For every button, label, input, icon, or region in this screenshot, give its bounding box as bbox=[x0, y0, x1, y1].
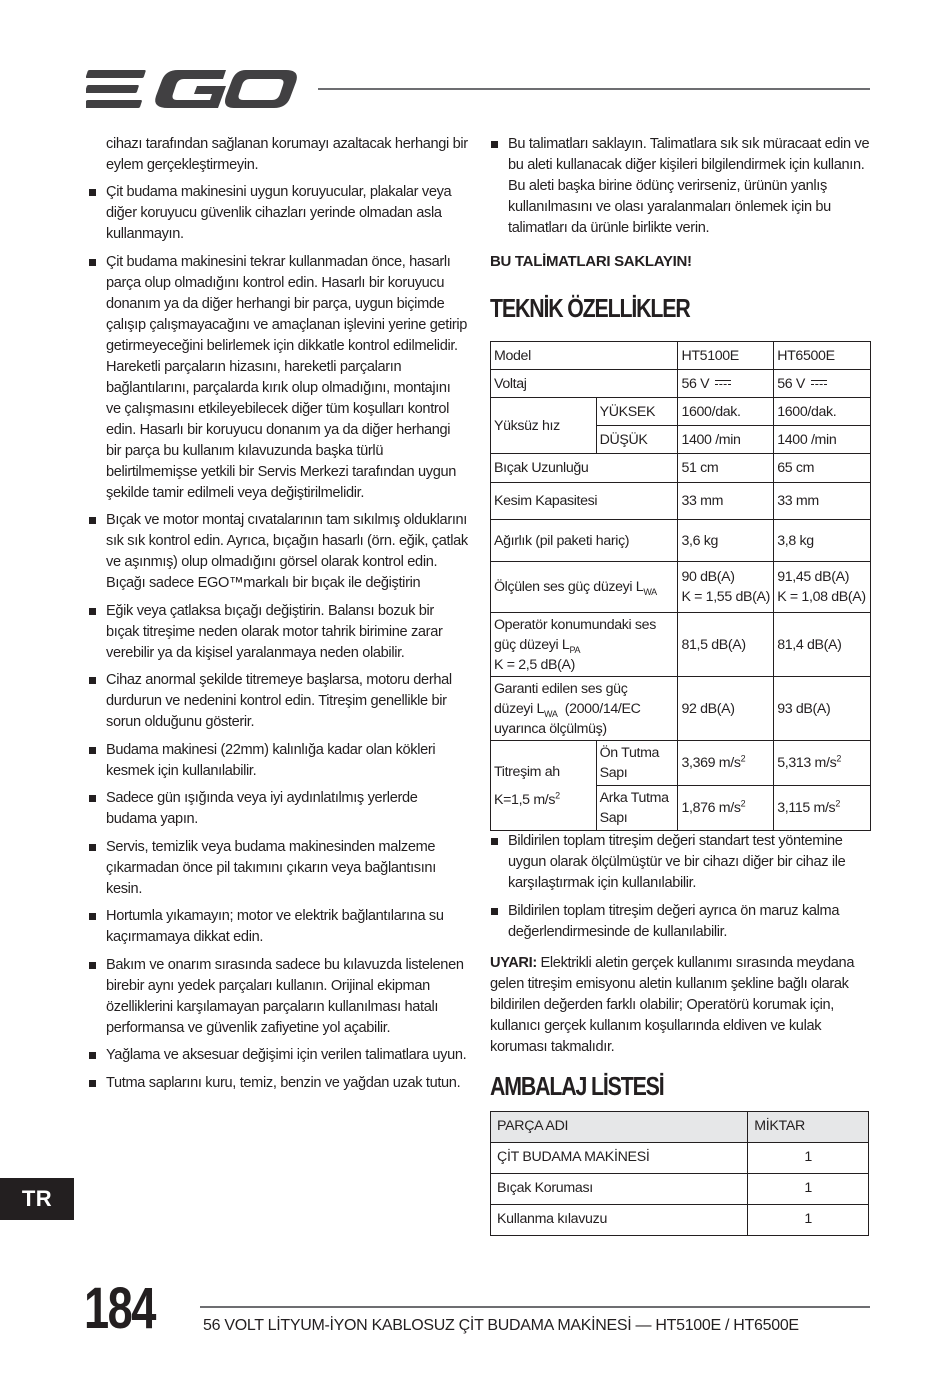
dc-current-icon bbox=[811, 380, 827, 388]
part-name: ÇİT BUDAMA MAKİNESİ bbox=[491, 1142, 748, 1173]
page-number: 184 bbox=[84, 1276, 155, 1341]
lwa-b-k: K = 1,08 dB(A) bbox=[777, 589, 866, 605]
table-row bbox=[491, 483, 871, 520]
low-a: 1400 /min bbox=[678, 426, 774, 454]
blade-length-label: Bıçak Uzunluğu bbox=[491, 454, 678, 483]
lwa-a-cell bbox=[678, 562, 774, 613]
list-item: Hortumla yıkamayın; motor ve elektrik bağlantılarına su kaçırmamaya dikkat edin. bbox=[88, 906, 468, 948]
list-item: Çit budama makinesini tekrar kullanmadan önce, hasarlı parça olup olmadığını kontrol edin. Hasarlı bir koruyucu donanım ya da diğer herhangi bir parça, uygun biçimde çalışıp çalışmayacağını ve amaçlanan işlevini yerine getirip getirmeyeceğini belirlemek için dikkatle kontrol edilmelidir. Hareketli parçaların hizasını, hareketli parçaların bağlantılarını, parçalarda kırık olup olmadığını, montajını ve çalışmasını etkileyebilecek diğer tüm koşulları kontrol edin. Hasarlı bir koruyucu donanım ya da diğer herhangi bir parça bu kullanım kılavuzunda başka türlü belirtilmemişse yetkili bir Servis Merkezi tarafından uygun şekilde tamir edilmeli veya değiştirilmelidir. bbox=[88, 252, 468, 504]
sound-power-label bbox=[491, 562, 678, 613]
warning-label: UYARI: bbox=[490, 954, 537, 971]
footer-title: 56 VOLT LİTYUM-İYON KABLOSUZ ÇİT BUDAMA MAKİNESİ — HT5100E / HT6500E bbox=[203, 1317, 799, 1334]
operator-sound-line2 bbox=[494, 635, 674, 655]
table-row bbox=[491, 398, 871, 426]
low-label: DÜŞÜK bbox=[596, 426, 678, 454]
table-row bbox=[491, 342, 871, 370]
vibration-label bbox=[491, 741, 597, 831]
lwa-b-value: 91,45 dB(A) bbox=[777, 569, 850, 585]
front-a: 3,369 m/s bbox=[681, 755, 741, 771]
vibration-k-text: K=1,5 m/s bbox=[494, 791, 556, 808]
footer-rule bbox=[200, 1306, 870, 1308]
voltage-b: 56 V bbox=[777, 375, 805, 392]
front-a-sup: 2 bbox=[740, 753, 746, 764]
specs-table bbox=[490, 341, 871, 831]
list-item: Sadece gün ışığında veya iyi aydınlatılmış yerlerde budama yapın. bbox=[88, 788, 468, 830]
vibration-ah: Titreşim ah bbox=[494, 763, 560, 780]
warning-text: Elektrikli aletin gerçek kullanımı sırasında meydana gelen titreşim emisyonu aletin kullanım şekline bağlı olarak bildirilen değerden farklı olabilir; Operatörü korumak için, kullanıcı gerçek kullanım koşullarında eldiven ve kulak koruması takmalıdır. bbox=[490, 954, 855, 1055]
guaranteed-line4: uyarınca ölçülmüş) bbox=[494, 720, 607, 737]
blade-a: 51 cm bbox=[678, 454, 774, 483]
voltage-a: 56 V bbox=[681, 375, 710, 392]
operator-sound-line2-text: güç düzeyi L bbox=[494, 636, 570, 653]
model-a: HT5100E bbox=[678, 342, 774, 370]
weight-b: 3,8 kg bbox=[774, 520, 871, 562]
lpa-b: 81,4 dB(A) bbox=[774, 613, 871, 677]
guar-b: 93 dB(A) bbox=[774, 677, 871, 741]
lpa-a: 81,5 dB(A) bbox=[678, 613, 774, 677]
guaranteed-line2 bbox=[494, 699, 674, 719]
list-item: Eğik veya çatlaksa bıçağı değiştirin. Balansı bozuk bir bıçak titreşime neden olarak motor tahrik birimine zarar verebilir ya da kişisel yaralanmaya neden olabilir. bbox=[88, 601, 468, 664]
part-qty: 1 bbox=[748, 1173, 869, 1204]
list-item: Bıçak ve motor montaj cıvatalarının tam sıkılmış olduklarını sık sık kontrol edin. Ayrıca, bıçağın hasarlı (örn. eğik, çatlak ve aşınmış) olup olmadığını görsel olarak kontrol edin. Bıçağı sadece EGO™markalı bir bıçak ile değiştirin bbox=[88, 510, 468, 594]
rear-a-sup: 2 bbox=[740, 798, 746, 809]
ego-logo bbox=[86, 64, 300, 114]
noload-speed-label: Yüksüz hız bbox=[491, 398, 597, 454]
guaranteed-subscript: WA bbox=[544, 708, 558, 719]
front-b-sup: 2 bbox=[836, 753, 842, 764]
list-item: Çit budama makinesini uygun koruyucular, plakalar veya diğer koruyucu güvenlik cihazları yerinde olmadan asla kullanmayın. bbox=[88, 182, 468, 245]
front-handle-label bbox=[596, 741, 678, 786]
table-row bbox=[491, 1204, 869, 1235]
left-column bbox=[88, 134, 468, 1100]
weight-label: Ağırlık (pil paketi hariç) bbox=[491, 520, 678, 562]
save-bullet-list bbox=[490, 134, 872, 239]
dc-current-icon bbox=[715, 380, 731, 388]
cut-b: 33 mm bbox=[774, 483, 871, 520]
list-item: Bildirilen toplam titreşim değeri ayrıca ön maruz kalma değerlendirmesinde de kullanılabilir. bbox=[490, 901, 872, 943]
cut-a: 33 mm bbox=[678, 483, 774, 520]
vibration-k-sup: 2 bbox=[555, 789, 560, 800]
voltage-b-cell bbox=[774, 370, 871, 398]
list-item: Tutma saplarını kuru, temiz, benzin ve yağdan uzak tutun. bbox=[88, 1073, 468, 1094]
front-handle-line2: Sapı bbox=[599, 765, 628, 781]
table-row bbox=[491, 741, 871, 786]
save-heading: BU TALİMATLARI SAKLAYIN! bbox=[490, 253, 692, 270]
guaranteed-line2-directive: (2000/14/EC bbox=[557, 700, 641, 717]
lpa-subscript: PA bbox=[569, 644, 581, 655]
blade-b: 65 cm bbox=[774, 454, 871, 483]
table-header-row bbox=[491, 1111, 869, 1142]
part-name: Kullanma kılavuzu bbox=[491, 1204, 748, 1235]
part-qty: 1 bbox=[748, 1204, 869, 1235]
guaranteed-sound-label bbox=[491, 677, 678, 741]
high-b: 1600/dak. bbox=[774, 398, 871, 426]
cutting-capacity-label: Kesim Kapasitesi bbox=[491, 483, 678, 520]
rear-b-sup: 2 bbox=[835, 798, 840, 809]
lwa-subscript: WA bbox=[643, 586, 657, 597]
operator-sound-line3: K = 2,5 dB(A) bbox=[494, 656, 576, 673]
rear-b-cell bbox=[774, 786, 871, 831]
table-row bbox=[491, 454, 871, 483]
safety-bullet-list bbox=[88, 182, 468, 1094]
operator-sound-label bbox=[491, 613, 678, 677]
part-qty: 1 bbox=[748, 1142, 869, 1173]
rear-handle-line1: Arka Tutma bbox=[599, 790, 669, 806]
sound-power-text: Ölçülen ses güç düzeyi L bbox=[494, 579, 644, 595]
model-b: HT6500E bbox=[774, 342, 871, 370]
table-row bbox=[491, 1173, 869, 1204]
rear-a: 1,876 m/s bbox=[681, 800, 741, 816]
quantity-header: MİKTAR bbox=[748, 1111, 869, 1142]
list-item: Bildirilen toplam titreşim değeri standart test yöntemine uygun olarak ölçülmüştür ve bir cihazı diğer bir cihaz ile karşılaştırmak için kullanılabilir. bbox=[490, 831, 872, 894]
header-rule bbox=[318, 88, 870, 90]
part-name: Bıçak Koruması bbox=[491, 1173, 748, 1204]
table-row bbox=[491, 520, 871, 562]
table-row bbox=[491, 677, 871, 741]
list-item: Yağlama ve aksesuar değişimi için verilen talimatlara uyun. bbox=[88, 1045, 468, 1066]
rear-a-cell bbox=[678, 786, 774, 831]
front-b: 5,313 m/s bbox=[777, 755, 837, 771]
front-b-cell bbox=[774, 741, 871, 786]
list-item: Bu talimatları saklayın. Talimatlara sık sık müracaat edin ve bu aleti kullanacak diğer kişileri bilgilendirmek için kullanın. Bu aleti başka birine ödünç verirseniz, ürünün yanlış kullanılmasını ve olası yaralanmaları önlemek için bu talimatları da ürünle birlikte verin. bbox=[490, 134, 872, 239]
high-a: 1600/dak. bbox=[678, 398, 774, 426]
rear-handle-line2: Sapı bbox=[599, 810, 628, 826]
guaranteed-line2-text: düzeyi L bbox=[494, 700, 545, 717]
high-label: YÜKSEK bbox=[596, 398, 678, 426]
list-item: Bakım ve onarım sırasında sadece bu kılavuzda listelenen birebir aynı yedek parçaları kullanın. Orijinal ekipman özelliklerini karşılamayan parçaların kullanılması hatalı performansa ve güvenlik zafiyetine yol açabilir. bbox=[88, 955, 468, 1039]
table-row bbox=[491, 1142, 869, 1173]
model-label: Model bbox=[491, 342, 678, 370]
weight-a: 3,6 kg bbox=[678, 520, 774, 562]
voltage-a-cell bbox=[678, 370, 774, 398]
table-row bbox=[491, 370, 871, 398]
voltage-label: Voltaj bbox=[491, 370, 678, 398]
right-column bbox=[490, 134, 872, 1236]
lwa-a-k: K = 1,55 dB(A) bbox=[681, 589, 770, 605]
lwa-b-cell bbox=[774, 562, 871, 613]
rear-b: 3,115 m/s bbox=[777, 800, 836, 816]
part-name-header: PARÇA ADI bbox=[491, 1111, 748, 1142]
operator-sound-line1: Operatör konumundaki ses bbox=[494, 616, 656, 633]
guar-a: 92 dB(A) bbox=[678, 677, 774, 741]
language-tab: TR bbox=[0, 1178, 74, 1220]
packing-list-title: AMBALAJ LİSTESİ bbox=[490, 1070, 664, 1101]
rear-handle-label bbox=[596, 786, 678, 831]
list-item: Servis, temizlik veya budama makinesinden malzeme çıkarmadan önce pil takımını çıkarın veya bağlantısını kesin. bbox=[88, 837, 468, 900]
warning-paragraph bbox=[490, 953, 872, 1058]
table-row bbox=[491, 613, 871, 677]
front-a-cell bbox=[678, 741, 774, 786]
specs-title: TEKNİK ÖZELLİKLER bbox=[490, 293, 690, 323]
front-handle-line1: Ön Tutma bbox=[599, 745, 660, 761]
vibration-bullet-list bbox=[490, 831, 872, 943]
vibration-k bbox=[494, 790, 593, 810]
list-item: Budama makinesi (22mm) kalınlığa kadar olan kökleri kesmek için kullanılabilir. bbox=[88, 740, 468, 782]
lwa-a-value: 90 dB(A) bbox=[681, 569, 735, 585]
low-b: 1400 /min bbox=[774, 426, 871, 454]
packing-list-table bbox=[490, 1111, 869, 1236]
list-item: Cihaz anormal şekilde titremeye başlarsa, motoru derhal durdurun ve nedenini kontrol edin. Titreşim genellikle bir sorun olduğunu gösterir. bbox=[88, 670, 468, 733]
intro-text: cihazı tarafından sağlanan korumayı azaltacak herhangi bir eylem gerçekleştirmeyin. bbox=[106, 136, 468, 173]
table-row bbox=[491, 562, 871, 613]
guaranteed-line1: Garanti edilen ses güç bbox=[494, 680, 628, 697]
